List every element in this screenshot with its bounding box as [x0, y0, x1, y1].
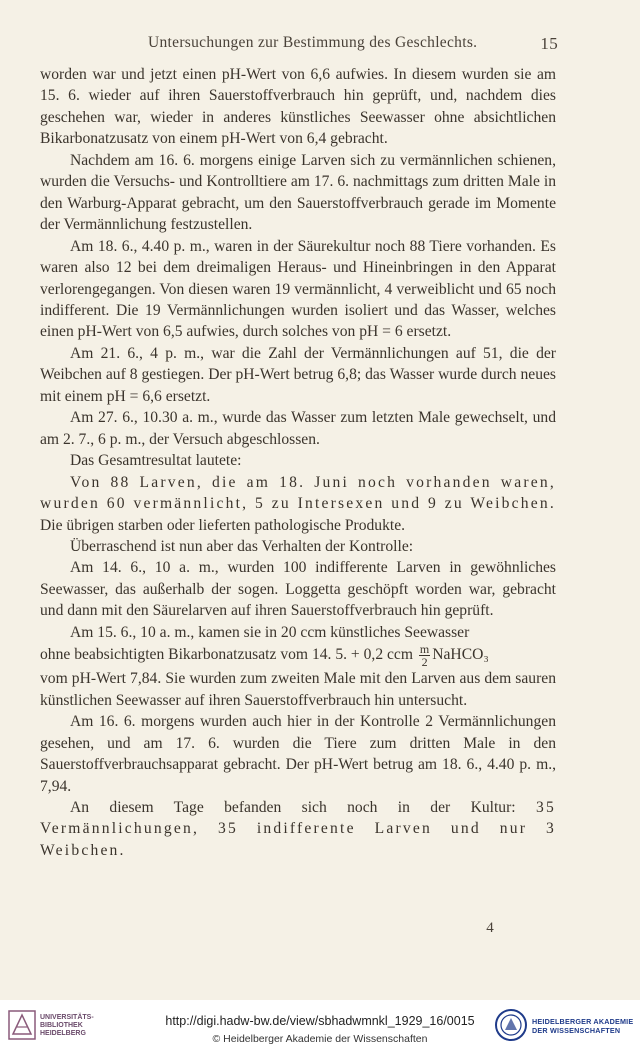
- library-logo-text: [40, 1014, 94, 1038]
- logo-line: HEIDELBERGER AKADEMIE: [532, 1017, 634, 1026]
- paragraph: Am 27. 6., 10.30 a. m., wurde das Wasser zum letzten Male gewechselt, und am 2. 7., 6 p. m., der Versuch abgeschlossen.: [40, 409, 556, 448]
- fraction: [419, 643, 430, 668]
- paragraph: Am 18. 6., 4.40 p. m., waren in der Säurekultur noch 88 Tiere vorhanden. Es waren also 12 bei dem dreimaligen Heraus- und Hineinbringen in den Apparat verlorengegangen. Von diesen waren 19 vermännlicht, 4 verweiblicht und 65 noch indifferent. Die 19 Vermännlichungen wurden isoliert und das Wasser, welches einen pH-Wert von 6,5 aufwies, durch solches von pH = 6 ersetzt.: [40, 237, 556, 341]
- paragraph: Am 15. 6., 10 a. m., kamen sie in 20 ccm künstliches Seewasser: [70, 623, 470, 641]
- copyright-notice: © Heidelberger Akademie der Wissenschaften: [212, 1033, 428, 1045]
- formula-line: [40, 643, 556, 668]
- paragraph: [40, 797, 556, 861]
- paragraph: Überraschend ist nun aber das Verhalten der Kontrolle:: [70, 537, 414, 555]
- academy-emblem-icon: [494, 1008, 528, 1042]
- running-header: [148, 34, 558, 60]
- logo-line: HEIDELBERG: [40, 1030, 86, 1037]
- fraction-denominator: 2: [421, 655, 428, 670]
- formula-prefix: ohne beabsichtigten Bikarbonatzusatz vom 14. 5. + 0,2 ccm: [40, 646, 413, 664]
- paragraph: Das Gesamtresultat lautete:: [70, 452, 242, 470]
- paragraph: vom pH-Wert 7,84. Sie wurden zum zweiten Male mit den Larven aus dem sauren künstlichen Seewasser auf ihren Sauerstoffverbrauch hin untersucht.: [40, 670, 556, 709]
- paragraph: Am 16. 6. morgens wurden auch hier in der Kontrolle 2 Vermännlichungen gesehen, und am 17. 6. wurden die Tiere zum dritten Male in den Sauerstoffverbrauchsapparat gebracht. Der pH-Wert betrug am 18. 6., 4.40 p. m., 7,94.: [40, 713, 556, 795]
- fraction-numerator: m: [419, 642, 430, 657]
- paragraph: worden war und jetzt einen pH-Wert von 6,6 aufwies. In diesem wurden sie am 15. 6. wieder auf ihren Sauerstoffverbrauch hin geprüft, und, nachdem dies geschehen war, wieder in anderes künstliches Seewasser ohne absichtlichen Bikarbonatzusatz von einem pH-Wert von 6,4 gebracht.: [40, 66, 556, 148]
- spaced-text: Von 88 Larven, die am 18. Juni noch vorhanden waren, wurden 60 vermännlicht, 5 zu Intersexen und 9 zu Weibchen.: [40, 473, 556, 513]
- logo-line: BIBLIOTHEK: [40, 1022, 83, 1029]
- spaced-text: 35 Vermännlichungen, 35 indifferente Larven und nur 3 Weibchen.: [40, 798, 556, 859]
- formula-compound: NaHCO₃: [432, 646, 489, 664]
- paragraph-text: An diesem Tage befanden sich noch in der Kultur:: [70, 798, 536, 816]
- academy-logo[interactable]: [494, 1008, 634, 1046]
- page-number: 15: [540, 34, 558, 53]
- logo-line: UNIVERSITÄTS-: [40, 1014, 94, 1021]
- paragraph-text: Die übrigen starben oder lieferten pathologische Produkte.: [40, 516, 406, 534]
- paragraph: Am 14. 6., 10 a. m., wurden 100 indifferente Larven in gewöhnliches Seewasser, das außerhalb der sogen. Loggetta geschöpft worden war, gebracht und dann mit den Säurelarven auf ihren Sauerstoffverbrauch hin geprüft.: [40, 559, 556, 620]
- signature-mark: 4: [486, 920, 494, 936]
- library-seal-icon: [8, 1010, 36, 1040]
- paragraph: [40, 472, 556, 536]
- university-library-logo[interactable]: [8, 1006, 118, 1046]
- logo-line: DER WISSENSCHAFTEN: [532, 1026, 621, 1035]
- paragraph: Am 21. 6., 4 p. m., war die Zahl der Vermännlichungen auf 51, die der Weibchen auf 8 gestiegen. Der pH-Wert betrug 6,8; das Wasser wurde durch neues mit einem pH = 6,6 ersetzt.: [40, 344, 556, 405]
- permalink-url[interactable]: http://digi.hadw-bw.de/view/sbhadwmnkl_1929_16/0015: [165, 1014, 475, 1028]
- paragraph: Nachdem am 16. 6. morgens einige Larven sich zu vermännlichen schienen, wurden die Versuchs- und Kontrolltiere am 17. 6. nachmittags zum dritten Male in den Warburg-Apparat gebracht, um den Sauerstoffverbrauch gerade im Momente der Vermännlichung festzustellen.: [40, 151, 556, 234]
- academy-logo-text: [532, 1017, 633, 1035]
- running-title: Untersuchungen zur Bestimmung des Geschlechts.: [148, 34, 478, 51]
- body-text: [40, 64, 556, 861]
- viewer-footer: [0, 1000, 640, 1051]
